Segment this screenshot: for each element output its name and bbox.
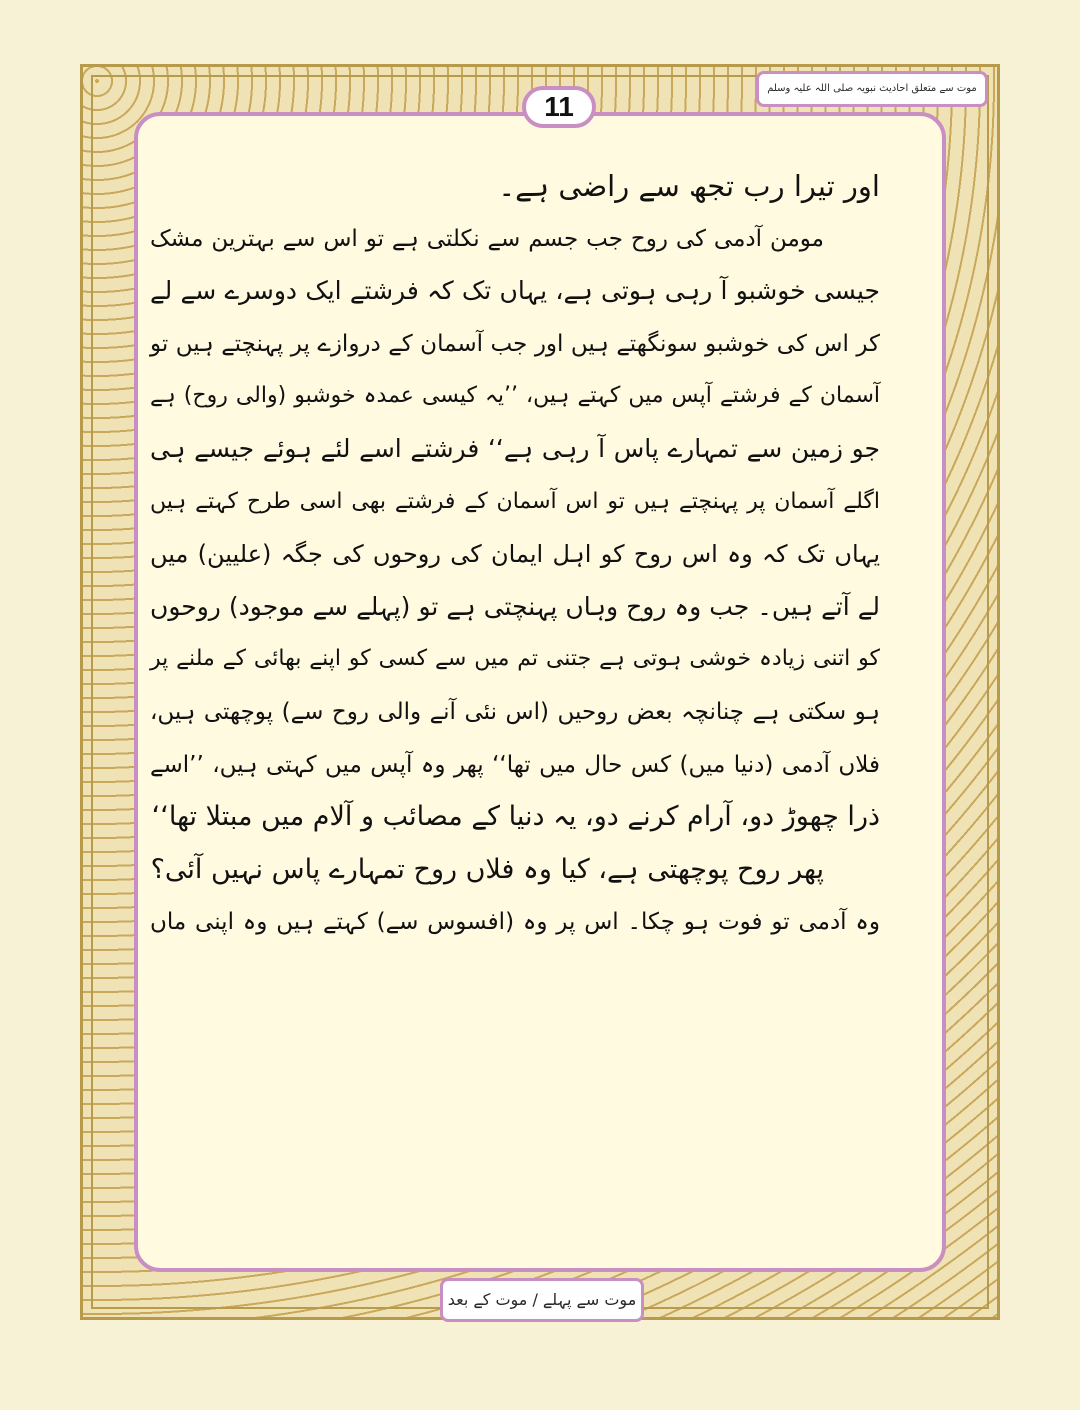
text-line: آسمان کے فرشتے آپس میں کہتے ہیں، ’’یہ کیسی عمدہ خوشبو (والی روح) ہے [150,383,880,409]
footer-title: موت سے پہلے / موت کے بعد [440,1278,644,1322]
text-line: ہو سکتی ہے چنانچہ بعض روحیں (اس نئی آنے والی روح سے) پوچھتی ہیں، [150,698,880,725]
text-line: کر اس کی خوشبو سونگھتے ہیں اور جب آسمان کے دروازے پر پہنچتے ہیں تو [150,330,880,357]
text-line: لے آتے ہیں۔ جب وہ روح وہاں پہنچتی ہے تو (پہلے سے موجود) روحوں [150,591,880,621]
text-line: فلاں آدمی (دنیا میں) کس حال میں تھا‘‘ پھر وہ آپس میں کہتی ہیں، ’’اسے [150,751,880,778]
text-line: جو زمین سے تمہارے پاس آ رہی ہے‘‘ فرشتے اسے لئے ہوئے جیسے ہی [150,433,880,463]
text-line: مومن آدمی کی روح جب جسم سے نکلتی ہے تو اس سے بہترین مشک [150,225,824,252]
text-line: اور تیرا رب تجھ سے راضی ہے۔ [498,169,880,203]
text-line: جیسی خوشبو آ رہی ہوتی ہے، یہاں تک کہ فرشتے ایک دوسرے سے لے [150,276,880,306]
page-number: 11 [522,86,596,128]
text-line: یہاں تک کہ وہ اس روح کو اہل ایمان کی روحوں کی جگہ (علیین) میں [150,540,880,569]
text-line: پھر روح پوچھتی ہے، کیا وہ فلاں روح تمہارے پاس نہیں آئی؟ [150,853,824,885]
text-line: کو اتنی زیادہ خوشی ہوتی ہے جتنی تم میں سے کسی کو اپنے بھائی کے ملنے پر [150,646,880,672]
header-title: موت سے متعلق احادیث نبویہ صلی اللہ علیہ وسلم [756,71,988,107]
text-line: وہ آدمی تو فوت ہو چکا۔ اس پر وہ (افسوس سے) کہتے ہیں وہ اپنی ماں [150,909,880,936]
text-line: اگلے آسمان پر پہنچتے ہیں تو اس آسمان کے فرشتے بھی اسی طرح کہتے ہیں [150,488,880,514]
text-line: ذرا چھوڑ دو، آرام کرنے دو، یہ دنیا کے مصائب و آلام میں مبتلا تھا‘‘ [151,801,880,833]
body-text [150,160,880,949]
